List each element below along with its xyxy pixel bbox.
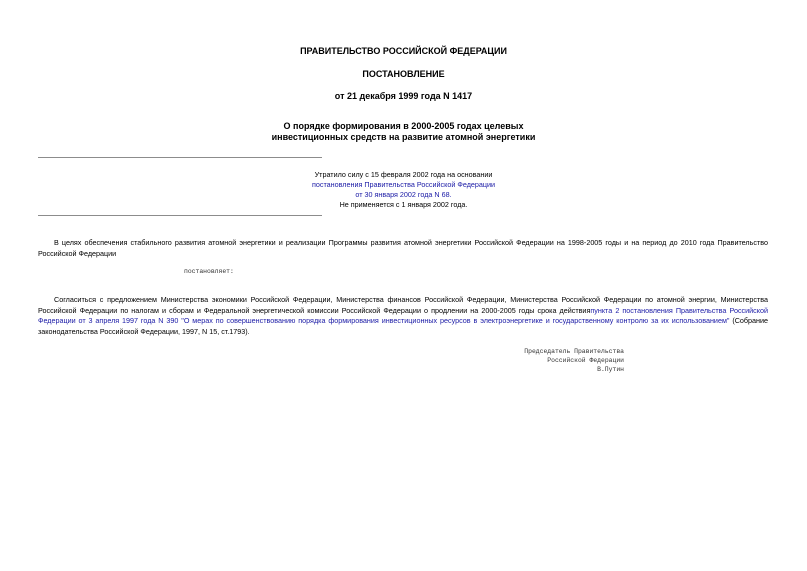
decree-paragraph-tail: (Собрание законодательства Российской Федерации, 1997, N 15, ст.1793).	[38, 316, 769, 336]
document-type: ПОСТАНОВЛЕНИЕ	[362, 69, 445, 79]
status-line-4: Не применяется с 1 января 2002 года.	[339, 200, 468, 209]
status-link-line-2[interactable]: от 30 января 2002 года N 68.	[355, 190, 452, 199]
preamble-paragraph: В целях обеспечения стабильного развития атомной энергетики и реализации Программы развития атомной энергетики Российской Федерации на 1998-2005 годы и на период до 2010 года Правительство Российской Федерации	[38, 238, 768, 258]
divider-bottom	[38, 215, 322, 216]
document-date-number: от 21 декабря 1999 года N 1417	[334, 91, 473, 101]
divider-top	[38, 157, 322, 158]
decree-word: постановляет:	[184, 268, 234, 275]
signature-name: В.Путин	[597, 366, 624, 373]
signature-position-line-2: Российской Федерации	[547, 357, 624, 364]
government-heading: ПРАВИТЕЛЬСТВО РОССИЙСКОЙ ФЕДЕРАЦИИ	[300, 46, 507, 56]
status-link-line-1[interactable]: постановления Правительства Российской Федерации	[311, 180, 496, 189]
decree-paragraph-1	[38, 295, 768, 337]
document-title-line-2: инвестиционных средств на развитие атомной энергетики	[271, 132, 536, 142]
decree-paragraph-text: Согласиться с предложением Министерства экономики Российской Федерации, Министерства финансов Российской Федерации, Министерства Российской Федерации по атомной энергии, Министерства Российской Федерации по налогам и сборам и Федеральной энергетической комиссии Российской Федерации о продлении на 2000-2005 годы срока действия	[38, 295, 768, 315]
document-title-line-1: О порядке формирования в 2000-2005 годах целевых	[283, 121, 524, 131]
decree-reference-link[interactable]: пункта 2 постановления Правительства Российской Федерации от 3 апреля 1997 года N 390 "О мерах по совершенствованию порядка формирования инвестиционных ресурсов в электроэнергетике и государственному контролю за их использованием"	[38, 305, 768, 325]
signature-position-line-1: Председатель Правительства	[524, 348, 624, 355]
status-line-1: Утратило силу с 15 февраля 2002 года на основании	[314, 170, 493, 179]
